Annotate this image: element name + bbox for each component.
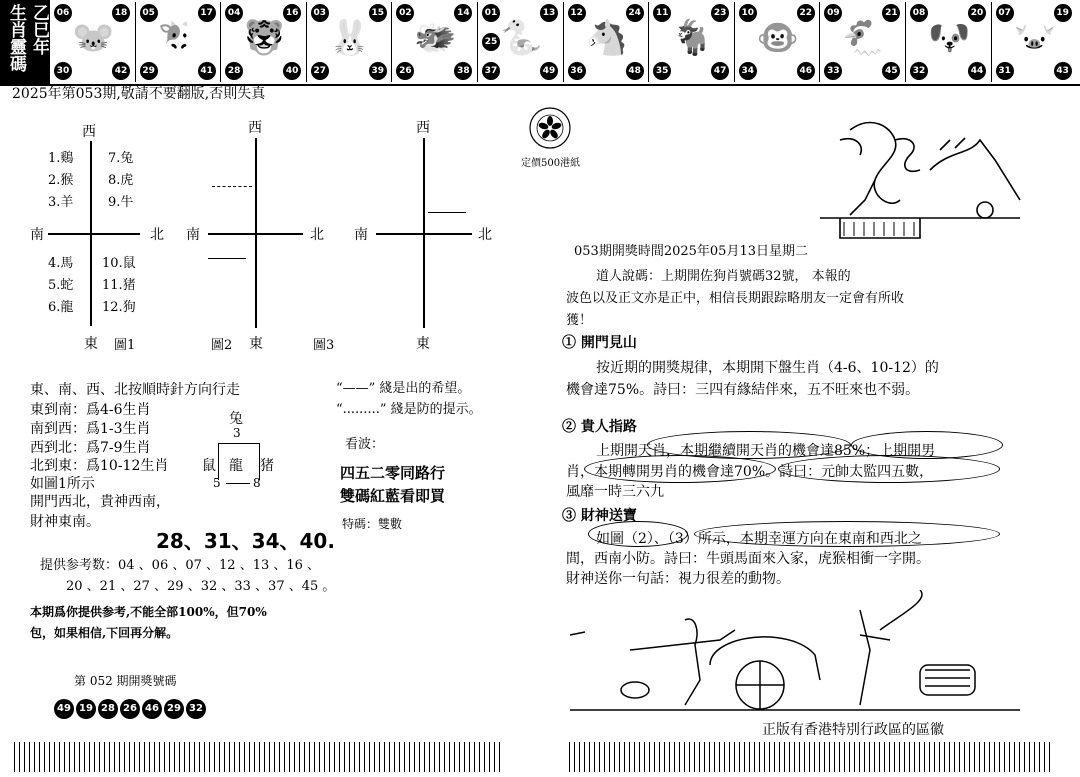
rule-line: 財神東南。 <box>30 514 100 530</box>
zodiac-ox <box>138 2 218 82</box>
separator <box>49 2 50 82</box>
draw-ball: 32 <box>186 699 206 719</box>
separator <box>734 2 735 82</box>
zodiac-number: 41 <box>198 62 216 80</box>
zodiac-number: 23 <box>711 4 729 22</box>
zodiac-number: 27 <box>311 62 329 80</box>
circled-hint <box>588 521 688 547</box>
zodiac-number: 43 <box>1054 62 1072 80</box>
main-numbers: 28、31、34、40. <box>156 529 335 553</box>
snake-icon: 🐍 <box>500 18 543 58</box>
prev-draw-label: 第 052 期開獎號碼 <box>74 674 177 688</box>
zodiac-number: 26 <box>396 62 414 80</box>
zodiac-number: 25 <box>482 33 500 51</box>
zodiac-number: 01 <box>482 4 500 22</box>
mini-br: 8 <box>253 476 261 490</box>
zodiac-rabbit <box>309 2 389 82</box>
zodiac-number: 35 <box>653 62 671 80</box>
mini-left: 鼠 <box>202 458 216 474</box>
rooster-icon: 🐔 <box>842 18 885 58</box>
section-2-title: ② 貴人指路 <box>562 419 637 435</box>
zodiac-number: 02 <box>396 4 414 22</box>
monkey-icon: 🐵 <box>756 18 800 58</box>
separator <box>477 2 478 82</box>
zodiac-number: 36 <box>568 62 586 80</box>
dog-icon: 🐶 <box>928 18 971 58</box>
rule-line: 北到東：爲10-12生肖 <box>30 458 169 474</box>
dir-south: 南 <box>354 227 368 243</box>
zodiac-goat <box>651 2 731 82</box>
dir-north: 北 <box>150 227 164 243</box>
dir-north: 北 <box>310 227 324 243</box>
section-2-line-3: 風靡一時三六九 <box>566 484 664 500</box>
rule-line: 如圖1所示 <box>30 476 95 492</box>
brand-title: 生肖靈碼 <box>6 4 26 72</box>
draw-time: 053期開獎時間2025年05月13日星期二 <box>574 244 808 259</box>
fig1-item: 6.龍 <box>48 300 74 315</box>
hk-emblem-icon <box>528 106 572 154</box>
zodiac-number: 32 <box>910 62 928 80</box>
zodiac-number: 33 <box>824 62 842 80</box>
zodiac-number: 10 <box>739 4 757 22</box>
dragon-illustration-icon <box>780 110 1030 249</box>
zodiac-number: 06 <box>54 4 72 22</box>
footer-note: 正版有香港特別行政區的區徽 <box>762 722 944 738</box>
intro-line-3: 獲！ <box>566 313 593 328</box>
zodiac-number: 11 <box>653 4 671 22</box>
watch-line-2: 雙碼紅藍看即買 <box>340 487 446 505</box>
mini-top: 兔 <box>229 411 243 427</box>
rat-icon: 🐭 <box>72 18 115 58</box>
circled-hint <box>778 455 1000 483</box>
zodiac-horse <box>566 2 646 82</box>
zodiac-number: 12 <box>568 4 586 22</box>
dragon-icon: 🐲 <box>414 18 457 58</box>
separator <box>306 2 307 82</box>
zodiac-number: 21 <box>882 4 900 22</box>
special-number: 特碼：雙數 <box>342 517 403 531</box>
rule-line: 西到北：爲7-9生肖 <box>30 440 151 456</box>
ox-icon: 🐮 <box>157 18 200 58</box>
draw-ball: 28 <box>98 699 118 719</box>
fig1-item: 4.馬 <box>48 256 74 271</box>
section-2-line-2: 肖，本期轉開男肖的機會達70%。詩曰：元帥太監四五數， <box>566 464 934 480</box>
separator <box>135 2 136 82</box>
fig1-label: 圖1 <box>114 338 136 353</box>
farm-scene-illustration-icon <box>560 590 1030 724</box>
zodiac-number: 19 <box>1054 4 1072 22</box>
circled-hint <box>694 521 1000 547</box>
center-gap <box>500 735 565 775</box>
separator <box>220 2 221 82</box>
separator <box>563 2 564 82</box>
zodiac-number: 42 <box>112 62 130 80</box>
section-1-title: ① 開門見山 <box>562 335 637 351</box>
zodiac-number: 18 <box>112 4 130 22</box>
zodiac-number: 40 <box>283 62 301 80</box>
dir-east: 東 <box>84 336 98 352</box>
zodiac-rat <box>52 2 132 82</box>
mini-center: 龍 <box>229 458 243 474</box>
section-3-line-1: 如圖（2）、（3）所示，本期幸運方向在東南和西北之 <box>596 531 922 547</box>
dir-west: 西 <box>416 120 430 136</box>
rule-line: 東到南：爲4-6生肖 <box>30 402 151 418</box>
fig1-item: 11.猪 <box>102 278 136 293</box>
dir-east: 東 <box>416 336 430 352</box>
rabbit-icon: 🐰 <box>328 18 372 58</box>
zodiac-number: 22 <box>797 4 815 22</box>
watch-label: 看波： <box>345 437 385 452</box>
zodiac-number: 17 <box>198 4 216 22</box>
dir-north: 北 <box>478 227 492 243</box>
draw-ball: 19 <box>76 699 96 719</box>
intro-line-1: 道人說碼：上期開佐狗肖號碼32號， 本報的 <box>596 269 851 284</box>
fig1-item: 8.虎 <box>108 173 134 188</box>
zodiac-number: 09 <box>824 4 842 22</box>
zodiac-number: 37 <box>482 62 500 80</box>
reference-line-1: 提供参考数：04 、06 、07 、12 、13 、16 、 <box>40 558 321 573</box>
goat-icon: 🐐 <box>671 18 714 58</box>
fig1-item: 2.猴 <box>48 173 74 188</box>
zodiac-number: 04 <box>225 4 243 22</box>
issue-notice: 2025年第053期,敬請不要翻版,否則失真 <box>12 86 266 102</box>
watch-line-1: 四五二零同路行 <box>340 464 446 482</box>
fig1-item: 10.鼠 <box>102 256 136 271</box>
dashed-hint-line <box>212 186 252 187</box>
zodiac-number: 03 <box>311 4 329 22</box>
zodiac-header <box>0 0 1080 86</box>
mini-bl: 5 <box>213 476 221 490</box>
mini-right: 猪 <box>260 458 274 474</box>
dir-south: 南 <box>30 227 44 243</box>
circled-hint <box>584 455 776 483</box>
fig2-label: 圖2 <box>211 338 233 353</box>
zodiac-number: 31 <box>996 62 1014 80</box>
section-2-line-1: 上期開天肖，本期繼續開天肖的機會達85%；上期開男 <box>596 443 936 459</box>
zodiac-number: 38 <box>454 62 472 80</box>
zodiac-number: 29 <box>140 62 158 80</box>
fig1-item: 1.鷄 <box>48 151 74 166</box>
section-3-title: ③ 財神送寶 <box>562 508 637 524</box>
zodiac-number: 46 <box>797 62 815 80</box>
horizontal-axis <box>48 233 140 235</box>
mini-top-num: 3 <box>233 426 241 440</box>
zodiac-number: 14 <box>454 4 472 22</box>
section-1-line-2: 機會達75%。詩曰：三四有緣結伴來，五不旺來也不弱。 <box>566 382 920 398</box>
zodiac-number: 39 <box>369 62 387 80</box>
horizontal-axis <box>208 233 303 235</box>
solid-hint-line <box>208 258 246 259</box>
rule-line: 東、南、西、北按順時針方向行走 <box>30 382 240 398</box>
draw-ball: 26 <box>120 699 140 719</box>
separator <box>648 2 649 82</box>
separator <box>819 2 820 82</box>
fig1-item: 3.羊 <box>48 195 74 210</box>
zodiac-tiger <box>223 2 303 82</box>
horse-icon: 🐴 <box>585 18 628 58</box>
intro-line-2: 波色以及正文亦是正中，相信長期跟踪略朋友一定會有所收 <box>566 291 905 306</box>
zodiac-number: 07 <box>996 4 1014 22</box>
draw-ball: 29 <box>164 699 184 719</box>
mini-bottom-line <box>226 483 250 484</box>
dir-west: 西 <box>248 120 262 136</box>
pig-icon: 🐷 <box>1013 18 1056 58</box>
zodiac-number: 15 <box>369 4 387 22</box>
reference-line-2: 20 、21 、27 、29 、32 、33 、37 、45 。 <box>66 579 336 594</box>
draw-ball: 46 <box>142 699 162 719</box>
zodiac-number: 08 <box>910 4 928 22</box>
section-3-line-3: 財神送你一句話：視力很差的動物。 <box>566 571 790 587</box>
fig1-item: 7.兔 <box>108 151 134 166</box>
disclaimer-line-2: 包，如果相信,下回再分解。 <box>30 626 179 640</box>
tiger-icon: 🐯 <box>243 18 286 58</box>
zodiac-dog <box>908 2 988 82</box>
fig1-item: 9.牛 <box>108 195 134 210</box>
rule-line: 南到西：爲1-3生肖 <box>30 421 151 437</box>
zodiac-number: 28 <box>225 62 243 80</box>
dir-west: 西 <box>82 124 96 140</box>
separator <box>905 2 906 82</box>
zodiac-number: 20 <box>968 4 986 22</box>
zodiac-number: 05 <box>140 4 158 22</box>
zodiac-number: 48 <box>626 62 644 80</box>
section-3-line-2: 間，西南小防。詩曰：牛頭馬面來入家，虎猴相衝一字開。 <box>566 551 930 567</box>
zodiac-dragon <box>394 2 474 82</box>
zodiac-snake <box>480 2 560 82</box>
zodiac-number: 44 <box>968 62 986 80</box>
section-1-line-1: 按近期的開獎規律，本期開下盤生肖（4-6、10-12）的 <box>596 360 939 376</box>
prev-draw-balls <box>54 696 208 719</box>
fig3-label: 圖3 <box>313 338 335 353</box>
dir-south: 南 <box>186 227 200 243</box>
brand-block <box>0 0 50 84</box>
fig1-item: 12.狗 <box>102 300 136 315</box>
brand-year: 乙巳年 <box>29 4 49 55</box>
dir-east: 東 <box>249 336 263 352</box>
zodiac-number: 49 <box>540 62 558 80</box>
zodiac-number: 24 <box>626 4 644 22</box>
zodiac-monkey <box>737 2 817 82</box>
fig1-item: 5.蛇 <box>48 278 74 293</box>
price: 定價500港紙 <box>521 158 581 169</box>
solid-hint-line <box>428 212 466 213</box>
zodiac-number: 45 <box>882 62 900 80</box>
draw-ball: 49 <box>54 699 74 719</box>
zodiac-rooster <box>822 2 902 82</box>
separator <box>391 2 392 82</box>
zodiac-number: 30 <box>54 62 72 80</box>
disclaimer-line-1: 本期爲你提供参考,不能全部100%，但70% <box>30 605 267 619</box>
zodiac-number: 47 <box>711 62 729 80</box>
zodiac-number: 34 <box>739 62 757 80</box>
rule-line: 開門西北，貴神西南， <box>30 494 170 510</box>
separator <box>991 2 992 82</box>
zodiac-pig <box>994 2 1074 82</box>
legend-dotted: “.........” 綫是防的提示。 <box>336 402 482 417</box>
zodiac-number: 13 <box>540 4 558 22</box>
zodiac-number: 16 <box>283 4 301 22</box>
horizontal-axis <box>376 233 472 235</box>
legend-solid: “——” 綫是出的希望。 <box>336 381 471 396</box>
